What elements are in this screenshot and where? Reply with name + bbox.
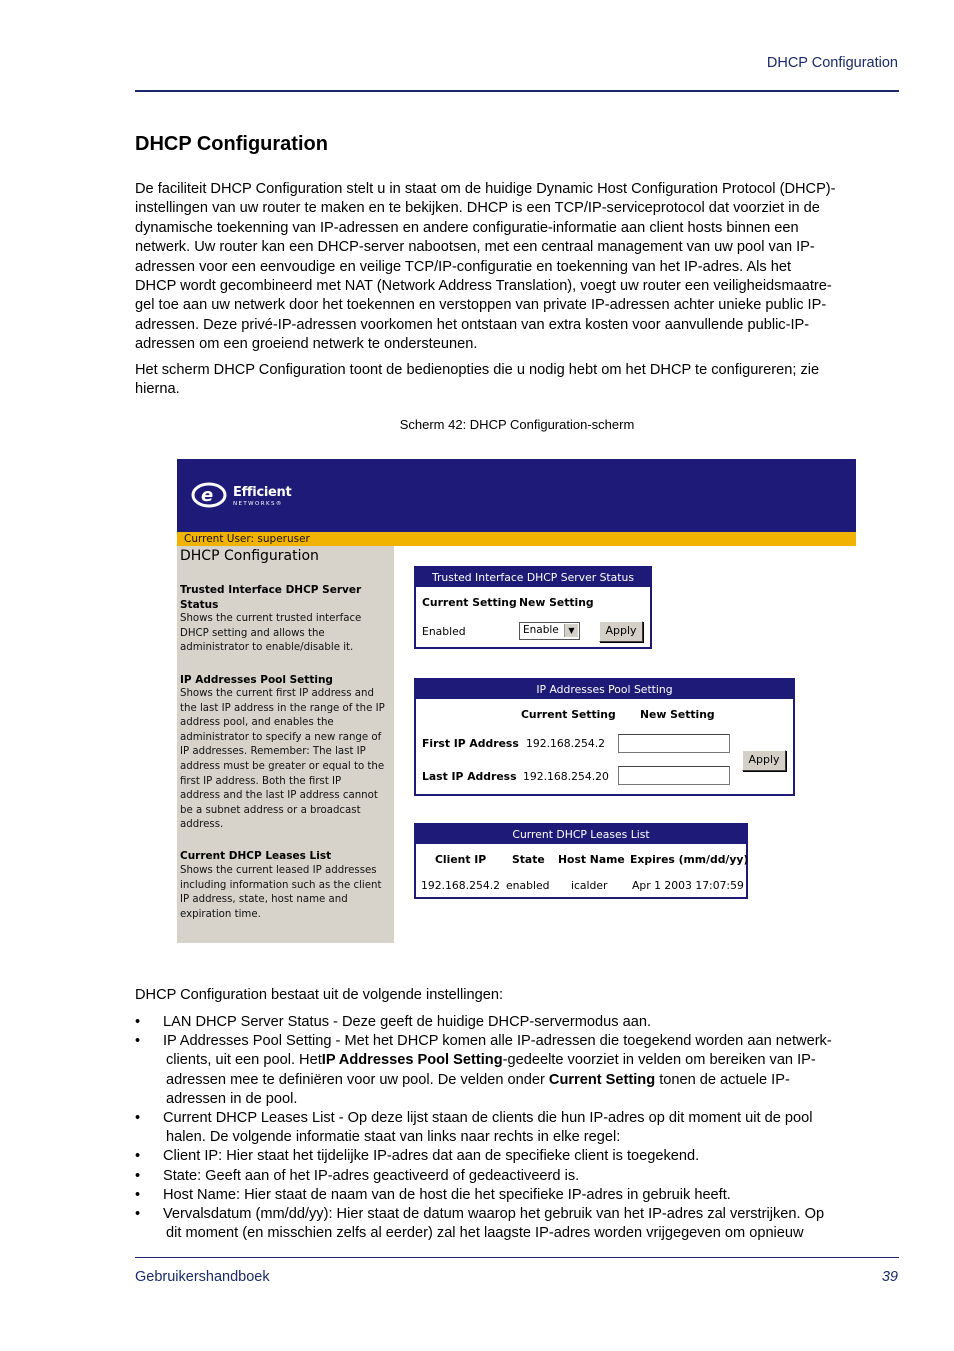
sidebar-desc-trusted: Shows the current trusted interface DHCP setting and allows the administrator to enable/disable it. — [180, 613, 362, 654]
second-line: hierna. — [135, 381, 180, 398]
list-item-line: adressen in de pool. — [166, 1090, 298, 1107]
list-item-line: Client IP: Hier staat het tijdelijke IP-adres dat aan de specifieke client is toegekend. — [163, 1148, 700, 1165]
pool-col-current: Current Setting — [521, 708, 616, 721]
footer-manual-name: Gebruikershandboek — [135, 1269, 270, 1285]
list-item — [135, 1147, 900, 1166]
bullet-icon: • — [135, 1110, 141, 1127]
intro-line: De faciliteit DHCP Configuration stelt u in staat om de huidige Dynamic Host Configuration Protocol (DHCP)- — [135, 181, 836, 197]
list-item-line: halen. De volgende informatie staat van links naar rechts in elke regel: — [166, 1129, 621, 1146]
bullet-icon: • — [135, 1167, 141, 1184]
leases-list-panel — [414, 823, 748, 899]
intro-line: adressen. Deze privé-IP-adressen voorkomen het ontstaan van extra kosten voor aanvullende public-IP- — [135, 316, 810, 333]
lease-host-name: icalder — [571, 879, 608, 892]
chevron-down-icon[interactable]: ▼ — [564, 624, 578, 637]
second-line: Het scherm DHCP Configuration toont de bedienopties die u nodig hebt om het DHCP te configureren; zie — [135, 362, 820, 378]
list-item-line: clients, uit een pool. HetIP Addresses Pool Setting-gedeelte voorziet in velden om bereiken van IP- — [166, 1052, 816, 1069]
second-paragraph — [135, 361, 900, 400]
intro-paragraph — [135, 180, 900, 355]
section-title: DHCP Configuration — [135, 133, 328, 155]
trusted-dhcp-panel — [414, 566, 652, 649]
page-number: 39 — [881, 1269, 898, 1285]
trusted-panel-title: Trusted Interface DHCP Server Status — [416, 568, 650, 587]
intro-line: DHCP wordt gecombineerd met NAT (Network Address Translation), voegt uw router een veiligheidsmaatre- — [135, 278, 832, 295]
pool-setting-panel — [414, 678, 795, 796]
trusted-col-new: New Setting — [519, 596, 594, 609]
leases-header-state: State — [512, 853, 545, 866]
bullet-icon: • — [135, 1033, 141, 1050]
intro-line: instellingen van uw router te maken en te bekijken. DHCP is een TCP/IP-serviceprotocol dat voorziet in de — [135, 200, 820, 217]
dhcp-enable-select-value: Enable — [523, 624, 559, 636]
current-user-text: Current User: superuser — [184, 533, 310, 545]
list-item-line: Current DHCP Leases List - Op deze lijst staan de clients die hun IP-adres op dit moment uit de pool — [163, 1110, 813, 1127]
settings-intro: DHCP Configuration bestaat uit de volgende instellingen: — [135, 987, 504, 1003]
intro-line: dynamische toekenning van IP-adressen en andere configuratie-informatie aan client hosts binnen een — [135, 219, 799, 236]
figure-caption: Scherm 42: DHCP Configuration-scherm — [399, 417, 635, 432]
sidebar-heading-leases: Current DHCP Leases List — [180, 850, 332, 862]
pool-col-new: New Setting — [640, 708, 715, 721]
leases-header-host-name: Host Name — [558, 853, 625, 866]
list-item — [135, 1205, 900, 1243]
bullet-icon: • — [135, 1014, 141, 1030]
svg-text:e: e — [201, 485, 214, 506]
lease-expires: Apr 1 2003 17:07:59 — [632, 879, 744, 892]
leases-panel-title: Current DHCP Leases List — [416, 825, 746, 844]
dhcp-enable-select[interactable] — [519, 622, 580, 640]
help-sidebar — [177, 546, 394, 943]
list-item-line: Vervalsdatum (mm/dd/yy): Hier staat de datum waarop het gebruik van het IP-adres zal verstrijken. Op — [163, 1206, 825, 1223]
dhcp-screenshot — [177, 459, 856, 943]
intro-line: netwerk. Uw router kan een DHCP-server nabootsen, met een centraal management van uw pool van IP- — [135, 239, 815, 256]
list-item-line: LAN DHCP Server Status - Deze geeft de huidige DHCP-servermodus aan. — [163, 1014, 652, 1030]
current-user-bar — [177, 532, 856, 546]
sidebar-heading-pool: IP Addresses Pool Setting — [180, 674, 333, 686]
list-item-line: adressen mee te definiëren voor uw pool. De velden onder Current Setting tonen de actuele IP- — [166, 1071, 790, 1088]
logo-text: Efficient — [233, 485, 292, 500]
pool-panel-title: IP Addresses Pool Setting — [416, 680, 793, 699]
trusted-apply-button[interactable]: Apply — [599, 621, 643, 642]
sidebar-desc-pool: Shows the current first IP address and the last IP address in the range of the IP address pool, and enables the administrator to specify a new range of IP addresses. Remember: The last IP address must be greater or equal to the first IP address. Both the first IP address and the last IP address cannot be a subnet address or a broadcast address. — [180, 688, 385, 831]
header-rule — [135, 90, 899, 92]
trusted-current-value: Enabled — [422, 625, 466, 638]
list-item — [135, 1186, 900, 1205]
intro-line: gel toe aan uw netwerk door het toekennen en verstoppen van private IP-adressen achter unieke public IP- — [135, 297, 827, 314]
footer-rule — [135, 1257, 899, 1258]
intro-line: adressen om een groeiend netwerk te ondersteunen. — [135, 336, 478, 353]
list-item — [135, 1013, 900, 1032]
list-item-line: dit moment (en misschien zelfs al eerder) zal het laagste IP-adres worden vrijgegeven om opnieuw — [166, 1225, 804, 1242]
list-item-line: Host Name: Hier staat de naam van de host die het specifieke IP-adres in gebruik heeft. — [163, 1186, 731, 1203]
logo-subtext: NETWORKS® — [233, 501, 283, 507]
leases-header-client-ip: Client IP — [435, 853, 487, 866]
settings-list — [135, 1013, 900, 1243]
pool-apply-button[interactable]: Apply — [742, 750, 786, 771]
sidebar-title: DHCP Configuration — [180, 548, 319, 564]
last-ip-label: Last IP Address — [422, 770, 517, 783]
list-item-line: State: Geeft aan of het IP-adres geactiveerd of gedeactiveerd is. — [163, 1167, 580, 1184]
leases-header-expires: Expires (mm/dd/yy) — [630, 853, 749, 866]
efficient-logo-icon — [191, 481, 231, 509]
router-header — [177, 459, 856, 532]
first-ip-current: 192.168.254.2 — [526, 737, 605, 750]
list-item — [135, 1032, 900, 1109]
intro-line: adressen voor een eenvoudige en veilige TCP/IP-configuratie en toekenning van het IP-adres. Als het — [135, 258, 792, 275]
list-item — [135, 1109, 900, 1147]
bullet-icon: • — [135, 1148, 141, 1165]
bullet-icon: • — [135, 1206, 141, 1223]
first-ip-input[interactable] — [618, 734, 730, 753]
sidebar-desc-leases: Shows the current leased IP addresses including information such as the client IP address, state, host name and expiration time. — [180, 865, 382, 920]
first-ip-label: First IP Address — [422, 737, 519, 750]
lease-state: enabled — [506, 879, 550, 892]
trusted-col-current: Current Setting — [422, 596, 517, 609]
list-item — [135, 1167, 900, 1186]
last-ip-input[interactable] — [618, 766, 730, 785]
bullet-icon: • — [135, 1186, 141, 1203]
last-ip-current: 192.168.254.20 — [523, 770, 609, 783]
sidebar-heading-trusted: Trusted Interface DHCP Server Status — [180, 584, 362, 611]
lease-client-ip: 192.168.254.2 — [421, 879, 500, 892]
list-item-line: IP Addresses Pool Setting - Met het DHCP komen alle IP-adressen die toegekend worden aan netwerk- — [163, 1033, 832, 1050]
running-head: DHCP Configuration — [766, 55, 898, 71]
